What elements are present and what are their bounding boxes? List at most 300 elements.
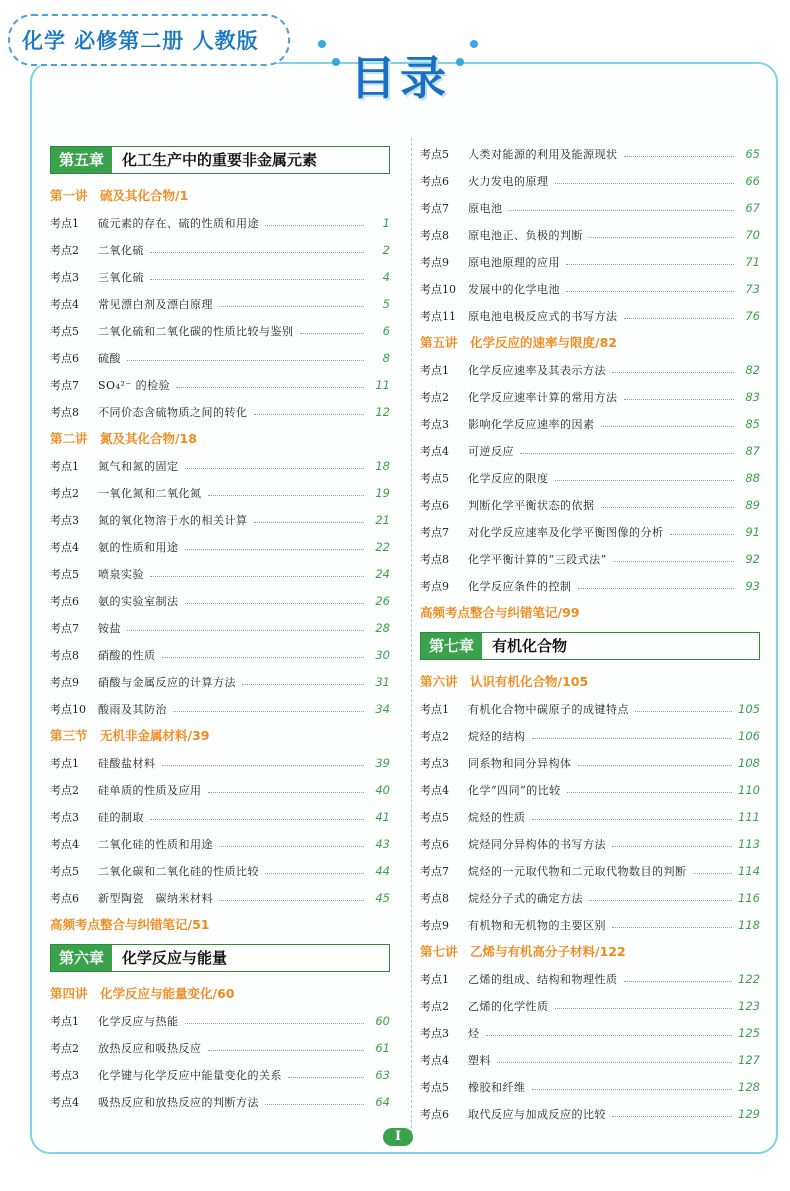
dot-leader [601, 426, 735, 427]
entry-title: 原电池电极反应式的书写方法 [468, 309, 618, 323]
toc-entry[interactable] [50, 533, 390, 560]
entry-page: 89 [745, 497, 760, 512]
section-heading[interactable]: 第七讲 乙烯与有机高分子材料/122 [420, 944, 626, 959]
entry-label: 考点6 [50, 351, 79, 365]
toc-entry[interactable] [50, 398, 390, 425]
page-number: I [383, 1128, 413, 1146]
entry-page: 34 [375, 701, 390, 716]
entry-page: 105 [738, 701, 760, 716]
entry-title: 硫酸 [98, 351, 121, 365]
entry-label: 考点5 [420, 147, 449, 161]
dot-leader [173, 711, 364, 712]
entry-label: 考点5 [420, 810, 449, 824]
toc-entry[interactable] [420, 545, 760, 572]
toc-entry[interactable] [420, 803, 760, 830]
toc-entry[interactable] [420, 722, 760, 749]
toc-entry[interactable] [50, 587, 390, 614]
entry-label: 考点8 [420, 228, 449, 242]
entry-page: 22 [375, 539, 390, 554]
entry-title: 化学反应速率计算的常用方法 [468, 390, 618, 404]
toc-entry[interactable] [420, 356, 760, 383]
toc-entry[interactable] [420, 1046, 760, 1073]
dot-leader [265, 873, 364, 874]
section-heading[interactable]: 高频考点整合与纠错笔记/99 [420, 605, 580, 620]
dot-leader [497, 1062, 732, 1063]
section-heading[interactable]: 第六讲 认识有机化合物/105 [420, 674, 589, 689]
entry-title: 判断化学平衡状态的依据 [468, 498, 595, 512]
entry-title: 氨的性质和用途 [98, 540, 179, 554]
toc-entry[interactable] [420, 275, 760, 302]
entry-label: 考点7 [420, 864, 449, 878]
dot-leader [566, 291, 734, 292]
entry-title: 硝酸的性质 [98, 648, 156, 662]
entry-label: 考点9 [420, 918, 449, 932]
entry-page: 1 [382, 215, 390, 230]
entry-title: 不同价态含硫物质之间的转化 [98, 405, 248, 419]
dot-leader [624, 399, 735, 400]
toc-entry[interactable] [50, 263, 390, 290]
dot-leader [162, 657, 365, 658]
entry-page: 30 [375, 647, 390, 662]
dot-leader [520, 453, 734, 454]
entry-page: 26 [375, 593, 390, 608]
entry-title: 烷烃同分异构体的书写方法 [468, 837, 606, 851]
toc-entry[interactable] [50, 479, 390, 506]
entry-title: 化学平衡计算的“三段式法” [468, 552, 607, 566]
entry-page: 41 [375, 809, 390, 824]
chapter-header [50, 944, 390, 972]
dot-leader [265, 225, 364, 226]
entry-title: 吸热反应和放热反应的判断方法 [98, 1095, 259, 1109]
entry-label: 考点4 [50, 540, 79, 554]
entry-label: 考点5 [420, 1080, 449, 1094]
dot-leader [288, 1077, 364, 1078]
dot-leader [612, 1116, 732, 1117]
entry-label: 考点9 [420, 255, 449, 269]
dot-leader [566, 264, 734, 265]
toc-entry[interactable] [420, 410, 760, 437]
entry-page: 123 [738, 998, 760, 1013]
dot-leader [612, 927, 732, 928]
toc-entry[interactable] [420, 884, 760, 911]
entry-label: 考点1 [420, 363, 449, 377]
toc-entry[interactable] [50, 668, 390, 695]
entry-page: 18 [375, 458, 390, 473]
entry-page: 43 [375, 836, 390, 851]
entry-label: 考点6 [420, 174, 449, 188]
toc-entry[interactable] [420, 1019, 760, 1046]
entry-label: 考点2 [420, 999, 449, 1013]
entry-page: 114 [738, 863, 760, 878]
entry-page: 24 [375, 566, 390, 581]
toc-entry[interactable] [50, 1088, 390, 1115]
entry-page: 64 [375, 1094, 390, 1109]
entry-label: 考点2 [420, 729, 449, 743]
entry-title: 喷泉实验 [98, 567, 144, 581]
dot-leader [254, 522, 365, 523]
entry-label: 考点7 [50, 621, 79, 635]
toc-entry[interactable] [50, 344, 390, 371]
toc-entry[interactable] [420, 221, 760, 248]
entry-label: 考点3 [50, 270, 79, 284]
toc-entry[interactable] [50, 506, 390, 533]
dot-leader [242, 684, 364, 685]
dot-leader [185, 603, 365, 604]
dot-leader [300, 333, 365, 334]
entry-title: 发展中的化学电池 [468, 282, 560, 296]
toc-entry[interactable] [50, 857, 390, 884]
dot-leader [219, 306, 364, 307]
entry-title: 乙烯的组成、结构和物理性质 [468, 972, 618, 986]
dot-leader [219, 846, 364, 847]
entry-page: 106 [738, 728, 760, 743]
entry-page: 5 [382, 296, 390, 311]
entry-page: 93 [745, 578, 760, 593]
dot-leader [127, 630, 364, 631]
entry-page: 71 [745, 254, 760, 269]
entry-label: 考点3 [50, 1068, 79, 1082]
toc-entry[interactable] [420, 776, 760, 803]
toc-entry[interactable] [50, 560, 390, 587]
dot-leader [532, 738, 733, 739]
toc-entry[interactable] [50, 641, 390, 668]
entry-page: 122 [738, 971, 760, 986]
entry-page: 66 [745, 173, 760, 188]
dot-leader [208, 1050, 365, 1051]
entry-page: 88 [745, 470, 760, 485]
dot-leader [486, 1035, 733, 1036]
entry-title: 可逆反应 [468, 444, 514, 458]
entry-page: 40 [375, 782, 390, 797]
toc-entry[interactable] [420, 695, 760, 722]
entry-page: 4 [382, 269, 390, 284]
dot-leader [185, 468, 365, 469]
entry-page: 2 [382, 242, 390, 257]
toc-entry[interactable] [420, 302, 760, 329]
dot-leader [589, 237, 734, 238]
entry-title: 有机物和无机物的主要区别 [468, 918, 606, 932]
entry-title: 氨的实验室制法 [98, 594, 179, 608]
toc-entry[interactable] [50, 1007, 390, 1034]
dot-leader [555, 183, 735, 184]
entry-title: 塑料 [468, 1053, 491, 1067]
entry-title: 人类对能源的利用及能源现状 [468, 147, 618, 161]
toc-entry[interactable] [420, 167, 760, 194]
toc-entry[interactable] [420, 491, 760, 518]
entry-label: 考点3 [50, 810, 79, 824]
dot-leader [613, 561, 734, 562]
entry-label: 考点8 [420, 552, 449, 566]
toc-entry[interactable] [50, 290, 390, 317]
decor-dot [318, 40, 326, 48]
entry-title: 三氧化硫 [98, 270, 144, 284]
dot-leader [567, 792, 732, 793]
entry-label: 考点4 [420, 444, 449, 458]
chapter-title: 化工生产中的重要非金属元素 [112, 147, 327, 173]
dot-leader [208, 495, 365, 496]
entry-title: SO₄²⁻ 的检验 [98, 378, 171, 392]
entry-title: 硅的制取 [98, 810, 144, 824]
entry-title: 硝酸与金属反应的计算方法 [98, 675, 236, 689]
entry-page: 21 [375, 512, 390, 527]
toc-entry[interactable] [420, 749, 760, 776]
chapter-title: 化学反应与能量 [112, 945, 237, 971]
entry-page: 108 [738, 755, 760, 770]
entry-page: 12 [375, 404, 390, 419]
entry-page: 73 [745, 281, 760, 296]
entry-label: 考点1 [50, 216, 79, 230]
entry-title: 常见漂白剂及漂白原理 [98, 297, 213, 311]
entry-label: 考点4 [50, 837, 79, 851]
toc-left-column [50, 140, 390, 1115]
dot-leader [532, 1089, 733, 1090]
dot-leader [578, 765, 733, 766]
entry-title: 烷烃的性质 [468, 810, 526, 824]
chapter-header [420, 632, 760, 660]
toc-entry[interactable] [420, 830, 760, 857]
entry-label: 考点7 [50, 378, 79, 392]
dot-leader [532, 819, 733, 820]
dot-leader [127, 360, 364, 361]
entry-label: 考点5 [50, 864, 79, 878]
dot-leader [185, 1023, 365, 1024]
dot-leader [635, 711, 732, 712]
dot-leader [162, 765, 365, 766]
entry-label: 考点4 [50, 297, 79, 311]
toc-entry[interactable] [420, 911, 760, 938]
decor-dot [332, 58, 340, 66]
entry-page: 82 [745, 362, 760, 377]
dot-leader [176, 387, 364, 388]
entry-label: 考点6 [420, 837, 449, 851]
entry-label: 考点2 [50, 783, 79, 797]
entry-title: 烷烃的一元取代物和二元取代物数目的判断 [468, 864, 687, 878]
dot-leader [150, 819, 364, 820]
toc-entry[interactable] [420, 965, 760, 992]
dot-leader [509, 210, 735, 211]
entry-page: 83 [745, 389, 760, 404]
entry-label: 考点6 [420, 498, 449, 512]
dot-leader [150, 252, 364, 253]
entry-label: 考点4 [420, 1053, 449, 1067]
entry-page: 76 [745, 308, 760, 323]
toc-entry[interactable] [420, 464, 760, 491]
toc-entry[interactable] [50, 317, 390, 344]
section-heading[interactable]: 高频考点整合与纠错笔记/51 [50, 917, 210, 932]
toc-entry[interactable] [50, 209, 390, 236]
toc-entry[interactable] [420, 518, 760, 545]
entry-title: 化学反应的限度 [468, 471, 549, 485]
page-title: 目录 [350, 51, 450, 105]
entry-title: 酸雨及其防治 [98, 702, 167, 716]
entry-title: 同系物和同分异构体 [468, 756, 572, 770]
entry-label: 考点7 [420, 525, 449, 539]
entry-label: 考点3 [420, 1026, 449, 1040]
entry-title: 化学反应与热能 [98, 1014, 179, 1028]
entry-label: 考点2 [50, 486, 79, 500]
entry-page: 118 [738, 917, 760, 932]
entry-title: 氮的氧化物溶于水的相关计算 [98, 513, 248, 527]
entry-title: 二氧化碳和二氧化硅的性质比较 [98, 864, 259, 878]
toc-entry[interactable] [50, 749, 390, 776]
book-label: 化学 必修第二册 人教版 [22, 29, 259, 53]
dot-leader [670, 534, 735, 535]
entry-title: 烃 [468, 1026, 480, 1040]
toc-entry[interactable] [420, 194, 760, 221]
entry-page: 110 [738, 782, 760, 797]
entry-title: 二氧化硫 [98, 243, 144, 257]
entry-page: 60 [375, 1013, 390, 1028]
entry-label: 考点4 [50, 1095, 79, 1109]
dot-leader [185, 549, 365, 550]
entry-page: 11 [375, 377, 390, 392]
chapter-number: 第五章 [51, 147, 112, 173]
dot-leader [208, 792, 365, 793]
toc-entry[interactable] [420, 437, 760, 464]
entry-label: 考点9 [420, 579, 449, 593]
toc-entry[interactable] [50, 1034, 390, 1061]
entry-title: 化学反应条件的控制 [468, 579, 572, 593]
toc-entry[interactable] [420, 140, 760, 167]
entry-page: 125 [738, 1025, 760, 1040]
dot-leader [624, 318, 735, 319]
entry-title: 二氧化硫和二氧化碳的性质比较与鉴别 [98, 324, 294, 338]
entry-label: 考点1 [420, 972, 449, 986]
entry-page: 128 [738, 1079, 760, 1094]
toc-entry[interactable] [420, 572, 760, 599]
toc-entry[interactable] [420, 1073, 760, 1100]
entry-page: 116 [738, 890, 760, 905]
toc-entry[interactable] [50, 1061, 390, 1088]
dot-leader [254, 414, 365, 415]
toc-entry[interactable] [420, 383, 760, 410]
dot-leader [555, 480, 735, 481]
entry-page: 91 [745, 524, 760, 539]
entry-page: 39 [375, 755, 390, 770]
section-heading[interactable]: 第一讲 硫及其化合物/1 [50, 188, 189, 203]
entry-label: 考点2 [50, 243, 79, 257]
entry-label: 考点11 [420, 309, 456, 323]
entry-title: 火力发电的原理 [468, 174, 549, 188]
entry-page: 67 [745, 200, 760, 215]
entry-label: 考点3 [50, 513, 79, 527]
entry-label: 考点8 [50, 648, 79, 662]
entry-title: 烷烃分子式的确定方法 [468, 891, 583, 905]
entry-label: 考点5 [50, 324, 79, 338]
entry-title: 乙烯的化学性质 [468, 999, 549, 1013]
dot-leader [555, 1008, 733, 1009]
toc-entry[interactable] [50, 695, 390, 722]
entry-label: 考点8 [50, 405, 79, 419]
toc-entry[interactable] [420, 1100, 760, 1127]
entry-title: 对化学反应速率及化学平衡图像的分析 [468, 525, 664, 539]
entry-label: 考点6 [50, 891, 79, 905]
entry-page: 111 [738, 809, 760, 824]
entry-label: 考点5 [420, 471, 449, 485]
entry-title: 原电池原理的应用 [468, 255, 560, 269]
entry-page: 129 [738, 1106, 760, 1121]
dot-leader [612, 372, 734, 373]
toc-entry[interactable] [50, 614, 390, 641]
toc-entry[interactable] [50, 452, 390, 479]
entry-page: 31 [375, 674, 390, 689]
entry-title: 硅单质的性质及应用 [98, 783, 202, 797]
entry-label: 考点8 [420, 891, 449, 905]
entry-title: 新型陶瓷 碳纳米材料 [98, 891, 213, 905]
entry-label: 考点5 [50, 567, 79, 581]
entry-title: 放热反应和吸热反应 [98, 1041, 202, 1055]
section-heading[interactable]: 第三节 无机非金属材料/39 [50, 728, 210, 743]
entry-label: 考点3 [420, 756, 449, 770]
toc-entry[interactable] [50, 884, 390, 911]
dot-leader [578, 588, 735, 589]
chapter-number: 第七章 [421, 633, 482, 659]
entry-page: 70 [745, 227, 760, 242]
toc-entry[interactable] [420, 248, 760, 275]
column-divider [411, 138, 412, 1138]
toc-entry[interactable] [420, 992, 760, 1019]
dot-leader [265, 1104, 364, 1105]
entry-label: 考点2 [50, 1041, 79, 1055]
entry-title: 二氧化硅的性质和用途 [98, 837, 213, 851]
entry-label: 考点9 [50, 675, 79, 689]
dot-leader [219, 900, 364, 901]
section-heading[interactable]: 第五讲 化学反应的速率与限度/82 [420, 335, 617, 350]
entry-page: 8 [382, 350, 390, 365]
entry-page: 61 [375, 1040, 390, 1055]
dot-leader [589, 900, 732, 901]
entry-page: 85 [745, 416, 760, 431]
dot-leader [150, 576, 364, 577]
section-heading[interactable]: 第四讲 化学反应与能量变化/60 [50, 986, 235, 1001]
entry-title: 影响化学反应速率的因素 [468, 417, 595, 431]
entry-page: 87 [745, 443, 760, 458]
dot-leader [150, 279, 364, 280]
toc-entry[interactable] [50, 803, 390, 830]
toc-right-column [420, 140, 760, 1127]
toc-entry[interactable] [50, 371, 390, 398]
entry-title: 化学键与化学反应中能量变化的关系 [98, 1068, 282, 1082]
entry-label: 考点6 [50, 594, 79, 608]
decor-dot [456, 58, 464, 66]
entry-title: 原电池 [468, 201, 503, 215]
toc-entry[interactable] [50, 776, 390, 803]
entry-title: 烷烃的结构 [468, 729, 526, 743]
entry-title: 化学“四同”的比较 [468, 783, 561, 797]
entry-label: 考点1 [420, 702, 449, 716]
toc-entry[interactable] [50, 830, 390, 857]
section-heading[interactable]: 第二讲 氮及其化合物/18 [50, 431, 197, 446]
entry-title: 原电池正、负极的判断 [468, 228, 583, 242]
toc-entry[interactable] [420, 857, 760, 884]
chapter-number: 第六章 [51, 945, 112, 971]
entry-page: 19 [375, 485, 390, 500]
entry-page: 44 [375, 863, 390, 878]
toc-entry[interactable] [50, 236, 390, 263]
entry-title: 硅酸盐材料 [98, 756, 156, 770]
chapter-title: 有机化合物 [482, 633, 577, 659]
entry-label: 考点1 [50, 1014, 79, 1028]
dot-leader [624, 981, 733, 982]
entry-title: 有机化合物中碳原子的成键特点 [468, 702, 629, 716]
dot-leader [601, 507, 735, 508]
entry-title: 硫元素的存在、硫的性质和用途 [98, 216, 259, 230]
entry-title: 一氧化氮和二氧化氮 [98, 486, 202, 500]
dot-leader [693, 873, 733, 874]
decor-dot [470, 40, 478, 48]
entry-label: 考点3 [420, 417, 449, 431]
entry-label: 考点6 [420, 1107, 449, 1121]
